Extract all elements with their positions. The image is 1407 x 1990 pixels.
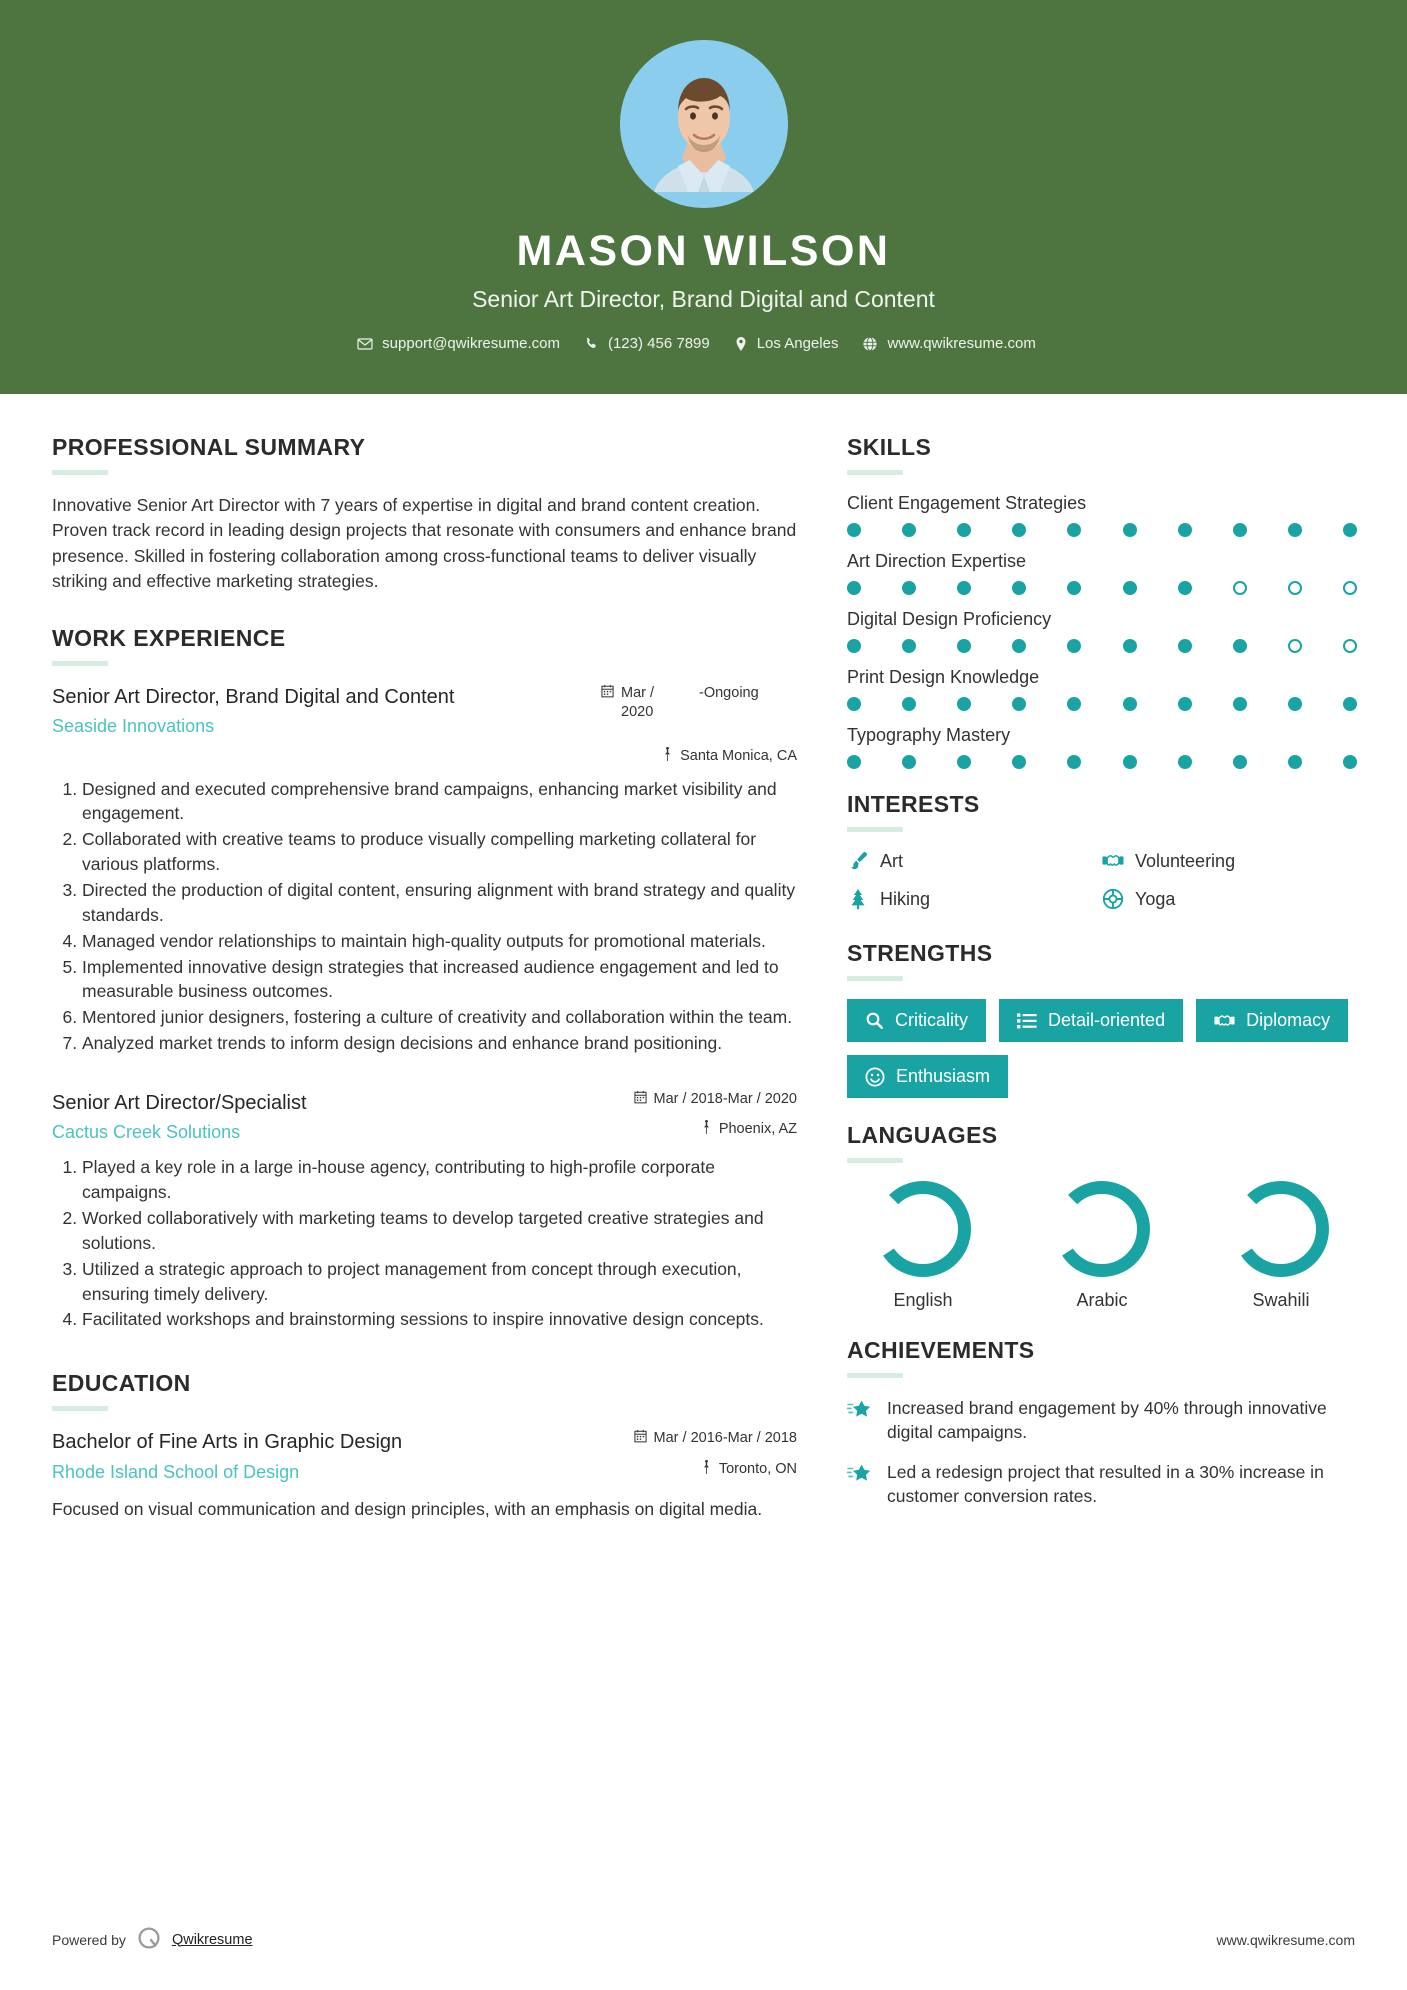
map-pin-icon — [662, 747, 673, 765]
interest-item — [847, 850, 1102, 872]
job-date-start: Mar / 2020 — [621, 684, 655, 721]
skill-dot-filled — [847, 639, 861, 653]
job-company[interactable]: Seaside Innovations — [52, 715, 215, 736]
skill-item — [847, 551, 1357, 595]
section-education — [52, 1370, 797, 1522]
education-dates — [601, 1429, 797, 1450]
skill-dot-filled — [1067, 639, 1081, 653]
professional-summary-text: Innovative Senior Art Director with 7 years of expertise in digital and brand content creation. Proven track record in leading design projects that resonate with consumers and enhance brand presence. Skilled in fostering collaboration among cross-functional teams to deliver visually striking and effective marketing strategies. — [52, 495, 797, 592]
job-date-separator: - — [699, 684, 704, 701]
tree-icon — [847, 888, 869, 910]
experience-item — [52, 1090, 797, 1332]
left-column — [52, 434, 797, 1525]
right-column — [847, 434, 1357, 1525]
skill-rating — [847, 639, 1357, 653]
job-dates — [601, 1090, 797, 1111]
section-title-achievements: ACHIEVEMENTS — [847, 1337, 1035, 1363]
contact-location-text: Los Angeles — [756, 335, 839, 352]
skill-dot-filled — [902, 523, 916, 537]
skill-dot-filled — [1012, 581, 1026, 595]
interest-item — [1102, 850, 1357, 872]
job-bullet: 1. Designed and executed comprehensive brand campaigns, enhancing market visibility and engagement. — [82, 777, 797, 827]
skill-dot-filled — [1067, 697, 1081, 711]
section-title-skills: SKILLS — [847, 434, 932, 460]
section-title-strengths: STRENGTHS — [847, 940, 993, 966]
education-location — [601, 1460, 797, 1478]
skill-dot-filled — [1067, 755, 1081, 769]
skill-dot-filled — [1123, 581, 1137, 595]
job-bullet: 4. Managed vendor relationships to maintain high-quality outputs for promotional materials. — [82, 929, 797, 954]
language-name: Swahili — [1252, 1290, 1310, 1310]
section-title-education: EDUCATION — [52, 1370, 191, 1397]
interest-item — [847, 888, 1102, 910]
strength-tag — [847, 1055, 1008, 1098]
skill-dot-filled — [957, 581, 971, 595]
strength-tag — [999, 999, 1183, 1042]
skill-dot-filled — [1233, 639, 1247, 653]
contact-website[interactable] — [862, 335, 1035, 352]
language-donut — [1205, 1181, 1357, 1277]
qwikresume-brand-link[interactable]: Qwikresume — [171, 1931, 253, 1948]
skill-dot-empty — [1233, 581, 1247, 595]
skill-dot-filled — [1178, 697, 1192, 711]
section-strengths — [847, 940, 1357, 1098]
powered-by — [52, 1925, 253, 1954]
section-rule — [847, 976, 903, 981]
interest-label: Yoga — [1135, 888, 1176, 909]
experience-item — [52, 684, 797, 1056]
skill-dot-empty — [1343, 639, 1357, 653]
footer-url[interactable]: www.qwikresume.com — [1216, 1931, 1355, 1948]
skill-name: Client Engagement Strategies — [847, 493, 1087, 513]
life-ring-icon — [1102, 888, 1124, 910]
achievement-text: Increased brand engagement by 40% through innovative digital campaigns. — [887, 1398, 1327, 1443]
skill-rating — [847, 755, 1357, 769]
skill-dot-filled — [1178, 581, 1192, 595]
language-item — [1205, 1181, 1357, 1311]
skill-item — [847, 667, 1357, 711]
education-item — [52, 1429, 797, 1482]
contact-website-text: www.qwikresume.com — [887, 335, 1036, 352]
avatar — [620, 40, 788, 208]
skill-dot-filled — [957, 755, 971, 769]
achievement-item — [847, 1460, 1357, 1508]
job-bullet: 5. Implemented innovative design strategies that increased audience engagement and led to measurable business outcomes. — [82, 955, 797, 1005]
interest-item — [1102, 888, 1357, 910]
language-name: Arabic — [1076, 1290, 1128, 1310]
education-description: Focused on visual communication and design principles, with an emphasis on digital media. — [52, 1498, 763, 1519]
job-title: Senior Art Director/Specialist — [52, 1091, 307, 1114]
map-pin-icon — [701, 1120, 712, 1138]
job-location-text: Phoenix, AZ — [718, 1121, 797, 1138]
magnifier-icon — [865, 1011, 884, 1030]
section-rule — [847, 1158, 903, 1163]
globe-icon — [862, 336, 878, 352]
job-company[interactable]: Cactus Creek Solutions — [52, 1122, 241, 1143]
skill-dot-empty — [1343, 581, 1357, 595]
skill-dot-filled — [902, 581, 916, 595]
skill-dot-filled — [1123, 697, 1137, 711]
list-icon — [1017, 1012, 1037, 1030]
section-interests — [847, 791, 1357, 926]
skill-dot-filled — [1288, 523, 1302, 537]
skill-dot-filled — [902, 697, 916, 711]
shooting-star-icon — [847, 1396, 873, 1421]
section-title-professional-summary: PROFESSIONAL SUMMARY — [52, 434, 366, 460]
job-bullet: 2. Worked collaboratively with marketing teams to develop targeted creative strategies and solutions. — [82, 1206, 797, 1256]
skill-name: Digital Design Proficiency — [847, 609, 1052, 629]
skill-dot-filled — [1233, 697, 1247, 711]
skill-dot-filled — [1178, 639, 1192, 653]
strength-tag — [847, 999, 986, 1042]
contact-location — [734, 335, 839, 352]
section-rule — [847, 470, 903, 475]
skill-dot-filled — [847, 755, 861, 769]
skill-dot-filled — [1233, 755, 1247, 769]
section-professional-summary — [52, 434, 797, 595]
job-bullet: 3. Utilized a strategic approach to project management from concept through execution, ensuring timely delivery. — [82, 1257, 797, 1307]
section-skills — [847, 434, 1357, 769]
skill-dot-filled — [1178, 755, 1192, 769]
skill-dot-filled — [957, 523, 971, 537]
section-title-work-experience: WORK EXPERIENCE — [52, 624, 286, 651]
job-date-end: Ongoing — [703, 684, 759, 701]
skill-item — [847, 725, 1357, 769]
job-bullets — [52, 1155, 797, 1332]
skill-dot-filled — [1343, 755, 1357, 769]
language-name: English — [893, 1290, 953, 1310]
calendar-icon — [634, 1090, 647, 1111]
skill-name: Typography Mastery — [847, 725, 1011, 745]
job-date-range: Mar / 2018-Mar / 2020 — [653, 1090, 797, 1107]
contact-phone[interactable] — [584, 335, 710, 352]
handshake-icon — [1102, 850, 1124, 872]
job-bullet: 6. Mentored junior designers, fostering a culture of creativity and collaboration within the team. — [82, 1005, 797, 1030]
job-bullet: 4. Facilitated workshops and brainstorming sessions to inspire innovative design concepts. — [82, 1307, 797, 1332]
candidate-headline: Senior Art Director, Brand Digital and Content — [472, 286, 935, 312]
envelope-icon — [357, 336, 373, 352]
section-achievements — [847, 1337, 1357, 1509]
education-location-text: Toronto, ON — [718, 1460, 797, 1477]
job-bullets — [52, 777, 797, 1056]
calendar-icon — [634, 1429, 647, 1450]
section-languages — [847, 1122, 1357, 1311]
skill-dot-filled — [1012, 639, 1026, 653]
skill-rating — [847, 697, 1357, 711]
section-rule — [52, 470, 108, 475]
smiley-icon — [865, 1067, 885, 1087]
resume-header — [0, 0, 1407, 394]
skill-dot-filled — [1233, 523, 1247, 537]
skill-dot-filled — [1067, 581, 1081, 595]
education-date-range: Mar / 2016-Mar / 2018 — [653, 1430, 797, 1447]
language-donut — [847, 1181, 999, 1277]
skill-dot-filled — [1288, 697, 1302, 711]
skill-dot-filled — [902, 755, 916, 769]
job-location — [601, 1120, 797, 1138]
calendar-icon — [601, 684, 614, 705]
skill-dot-filled — [1343, 523, 1357, 537]
interest-label: Hiking — [880, 888, 931, 909]
candidate-name: MASON WILSON — [516, 227, 891, 275]
school-name[interactable]: Rhode Island School of Design — [52, 1461, 300, 1482]
skill-dot-filled — [1012, 755, 1026, 769]
skill-dot-empty — [1288, 639, 1302, 653]
section-work-experience — [52, 625, 797, 1333]
skill-rating — [847, 523, 1357, 537]
skill-dot-filled — [847, 523, 861, 537]
job-bullet: 7. Analyzed market trends to inform design decisions and enhance brand positioning. — [82, 1031, 797, 1056]
section-title-languages: LANGUAGES — [847, 1122, 998, 1148]
skill-dot-filled — [902, 639, 916, 653]
skill-dot-filled — [1288, 755, 1302, 769]
language-item — [847, 1181, 999, 1311]
strength-label: Enthusiasm — [896, 1066, 991, 1086]
contact-email[interactable] — [357, 335, 560, 352]
language-item — [1026, 1181, 1178, 1311]
skill-rating — [847, 581, 1357, 595]
location-pin-icon — [734, 336, 748, 352]
degree-title: Bachelor of Fine Arts in Graphic Design — [52, 1431, 403, 1454]
skill-dot-filled — [1123, 755, 1137, 769]
strength-label: Criticality — [895, 1010, 969, 1030]
phone-icon — [584, 336, 599, 351]
skill-dot-filled — [1012, 697, 1026, 711]
skill-name: Print Design Knowledge — [847, 667, 1040, 687]
job-location-text: Santa Monica, CA — [680, 747, 797, 764]
resume-body — [0, 394, 1407, 1525]
contact-phone-text: (123) 456 7899 — [607, 335, 710, 352]
skill-dot-filled — [957, 639, 971, 653]
achievement-item — [847, 1396, 1357, 1444]
section-title-interests: INTERESTS — [847, 791, 980, 817]
skill-dot-filled — [847, 581, 861, 595]
job-bullet: 1. Played a key role in a large in-house agency, contributing to high-profile corporate campaigns. — [82, 1155, 797, 1205]
skill-dot-filled — [1012, 523, 1026, 537]
job-location — [601, 747, 797, 765]
skill-dot-filled — [1343, 697, 1357, 711]
paintbrush-icon — [847, 850, 869, 872]
job-title: Senior Art Director, Brand Digital and Content — [52, 685, 455, 708]
skill-item — [847, 609, 1357, 653]
contact-email-text: support@qwikresume.com — [382, 335, 560, 352]
job-bullet: 3. Directed the production of digital content, ensuring alignment with brand strategy and quality standards. — [82, 878, 797, 928]
section-rule — [52, 661, 108, 666]
interest-label: Volunteering — [1135, 850, 1236, 871]
skill-dot-filled — [847, 697, 861, 711]
strength-label: Detail-oriented — [1048, 1010, 1166, 1030]
qwikresume-logo-icon — [136, 1925, 162, 1954]
contact-bar — [357, 335, 1050, 352]
skill-name: Art Direction Expertise — [847, 551, 1027, 571]
achievement-text: Led a redesign project that resulted in a 30% increase in customer conversion rates. — [887, 1462, 1324, 1507]
strength-tag — [1196, 999, 1348, 1042]
job-dates — [601, 684, 797, 723]
section-rule — [847, 827, 903, 832]
skill-item — [847, 493, 1357, 537]
interest-label: Art — [880, 850, 904, 871]
skill-dot-filled — [1178, 523, 1192, 537]
section-rule — [52, 1406, 108, 1411]
resume-footer — [0, 1925, 1407, 1954]
skill-dot-filled — [1067, 523, 1081, 537]
skill-dot-filled — [957, 697, 971, 711]
map-pin-icon — [701, 1460, 712, 1478]
skill-dot-filled — [1123, 523, 1137, 537]
skill-dot-empty — [1288, 581, 1302, 595]
job-bullet: 2. Collaborated with creative teams to produce visually compelling marketing collateral for various platforms. — [82, 827, 797, 877]
powered-by-label: Powered by — [52, 1931, 126, 1948]
skill-dot-filled — [1123, 639, 1137, 653]
section-rule — [847, 1373, 903, 1378]
shooting-star-icon — [847, 1460, 873, 1485]
language-donut — [1026, 1181, 1178, 1277]
strength-label: Diplomacy — [1246, 1010, 1331, 1030]
handshake-icon — [1214, 1012, 1235, 1030]
